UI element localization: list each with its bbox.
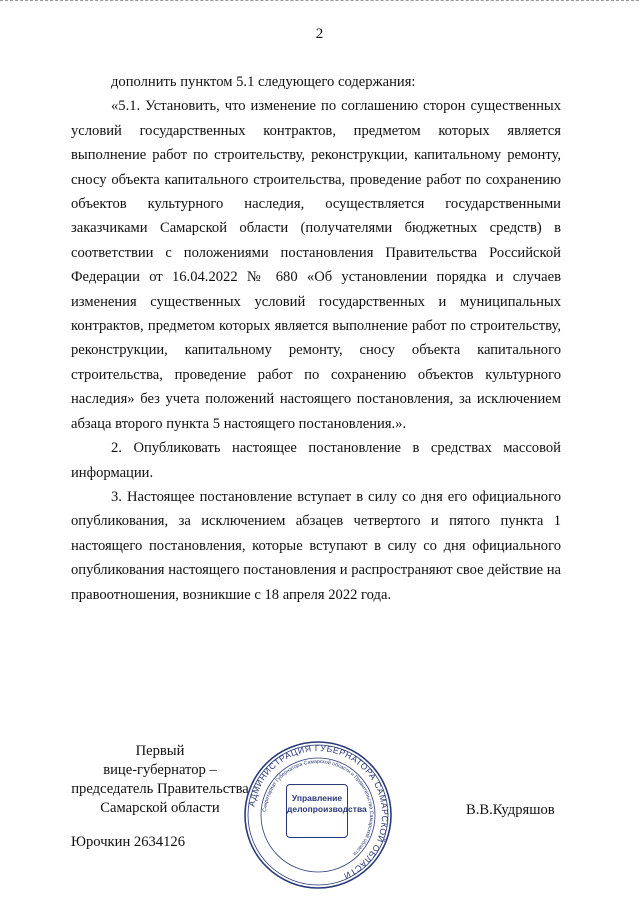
- signatory-line: вице-губернатор –: [103, 762, 217, 778]
- executor-info: Юрочкин 2634126: [71, 834, 185, 850]
- seal-inner-text: Секретариат Губернатора Самарской области и Правительства Самарской области: [262, 758, 375, 857]
- document-body: [71, 70, 561, 607]
- signatory-line: председатель Правительства: [71, 781, 249, 797]
- signatory-line: Первый: [135, 743, 185, 759]
- seal-outer-text: АДМИНИСТРАЦИЯ ГУБЕРНАТОРА САМАРСКОЙ ОБЛАСТИ: [246, 742, 391, 882]
- signatory-title: [60, 742, 260, 818]
- signatory-name: В.В.Кудряшов: [466, 802, 555, 818]
- signatory-line: Самарской области: [100, 800, 220, 816]
- department-stamp: [286, 784, 367, 838]
- page-number: 2: [315, 26, 324, 42]
- paragraph-3: 3. Настоящее постановление вступает в силу со дня его официального опубликования, за исключением абзацев четвертого и пятого пункта 1 настоящего постановления, которые вступают в силу со дня официального опубликования настоящего постановления и распространяют свое действие на правоотношения, возникшие с 18 апреля 2022 года.: [71, 488, 561, 603]
- paragraph-2: 2. Опубликовать настоящее постановление в средствах массовой информации.: [71, 440, 561, 481]
- stamp-line: делопроизводства: [287, 804, 367, 814]
- top-border: [0, 0, 639, 4]
- paragraph-5-1: «5.1. Установить, что изменение по соглашению сторон существенных условий государственных контрактов, предметом которых является выполнение работ по строительству, реконструкции, капитальному ремонту, сносу объекта капитального строительства, проведение работ по сохранению объектов культурного наследия, осуществляется государственными заказчиками Самарской области (получателями бюджетных средств) в соответствии с положениями постановления Правительства Российской Федерации от 16.04.2022 № 680 «Об установлении порядка и случаев изменения существенных условий государственных и муниципальных контрактов, предметом которых является выполнение работ по строительству, реконструкции, капитальному ремонту, сносу объекта капитального строительства, проведение работ по сохранению объектов культурного наследия» без учета положений настоящего постановления, за исключением абзаца второго пункта 5 настоящего постановления.».: [71, 98, 561, 432]
- stamp-line: Управление: [291, 793, 343, 803]
- paragraph-intro: дополнить пунктом 5.1 следующего содержания:: [111, 74, 416, 90]
